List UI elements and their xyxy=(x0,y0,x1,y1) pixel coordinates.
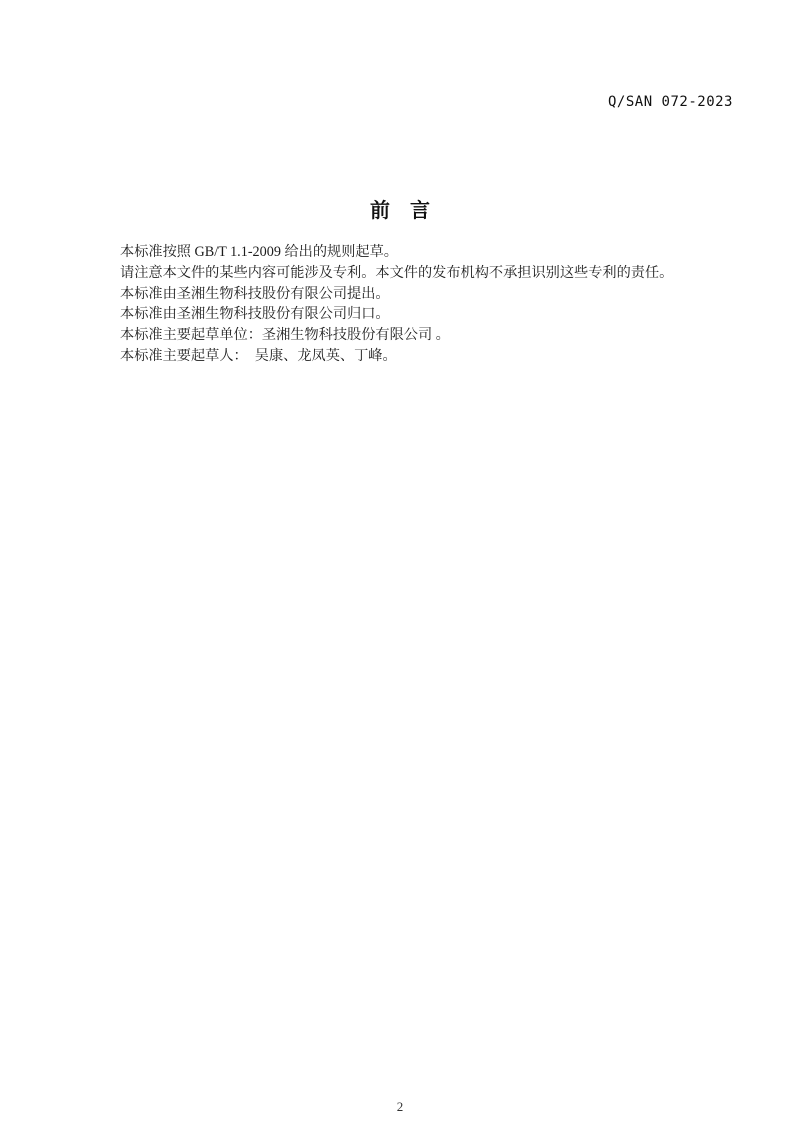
foreword-title: 前 言 xyxy=(370,200,430,222)
foreword-paragraph: 本标准按照 GB/T 1.1-2009 给出的规则起草。 xyxy=(120,244,398,260)
foreword-paragraph: 本标准由圣湘生物科技股份有限公司归口。 xyxy=(120,306,390,323)
page-number: 2 xyxy=(396,1099,404,1114)
foreword-paragraph: 本标准主要起草人： 吴康、龙凤英、丁峰。 xyxy=(120,347,397,364)
foreword-body xyxy=(120,242,686,367)
foreword-paragraph: 请注意本文件的某些内容可能涉及专利。本文件的发布机构不承担识别这些专利的责任。 xyxy=(120,264,674,281)
foreword-paragraph: 本标准由圣湘生物科技股份有限公司提出。 xyxy=(120,285,390,302)
foreword-paragraph: 本标准主要起草单位：圣湘生物科技股份有限公司 。 xyxy=(120,327,450,344)
standard-number: Q/SAN 072-2023 xyxy=(607,94,733,110)
